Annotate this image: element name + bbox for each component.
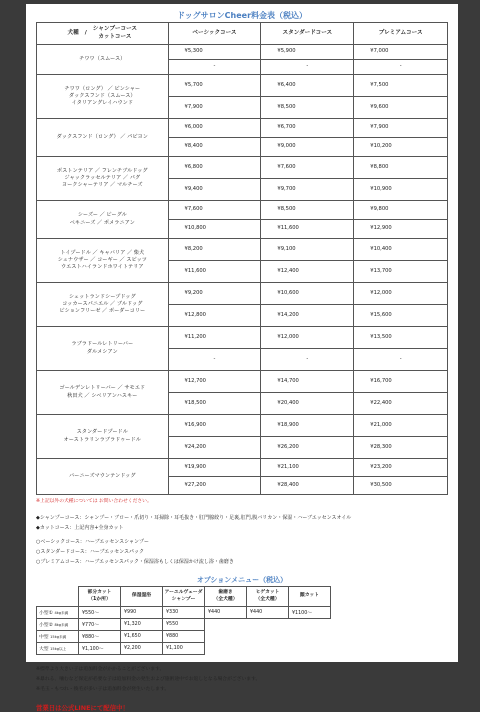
price-cell: ¥16,700	[354, 371, 448, 393]
option-empty-cell	[205, 619, 247, 631]
cut-course-label: カットコース	[98, 33, 132, 40]
option-header: 歯磨き （全犬種）	[205, 587, 247, 607]
option-row	[37, 631, 331, 643]
option-empty-cell	[289, 631, 331, 643]
size-weight: 4kg未満	[54, 611, 69, 615]
price-cell: -	[354, 60, 448, 75]
price-cell: ¥5,900	[261, 45, 354, 60]
course-description-line: ○ベーシックコース：ハーブエッセンスシャンプー	[36, 539, 149, 545]
price-cell: ¥9,600	[354, 97, 448, 119]
price-cell: ¥8,500	[261, 201, 354, 220]
price-cell: -	[168, 60, 261, 75]
price-cell: ¥7,900	[168, 97, 261, 119]
option-price-cell: ¥440	[247, 607, 289, 619]
option-empty-cell	[247, 619, 289, 631]
course-description-line: ◆カットコース：上記内容+全身カット	[36, 525, 124, 531]
option-corner	[37, 587, 79, 607]
size-weight: 8kg未満	[54, 623, 69, 627]
price-cell: ¥18,500	[168, 393, 261, 415]
breed-name: ジャックラッセルテリア ／ パグ	[64, 174, 141, 181]
breed-name: ダルメシアン	[86, 348, 118, 355]
option-header: 顔カット	[289, 587, 331, 607]
breed-name: トイプードル ／ キャバリア ／ 柴犬	[60, 249, 145, 256]
basic-course-header: ベーシックコース	[168, 23, 261, 45]
breed-name: イタリアングレイハウンド	[71, 100, 134, 106]
other-breeds-note: ※上記以外の犬種については お問い合わせください。	[36, 499, 152, 504]
price-cell: ¥20,400	[261, 393, 354, 415]
price-cell: ¥24,200	[168, 437, 261, 459]
price-row	[37, 45, 448, 60]
option-row	[37, 619, 331, 631]
option-empty-cell	[289, 643, 331, 655]
price-row	[37, 459, 448, 477]
price-row	[37, 371, 448, 393]
price-row	[37, 415, 448, 437]
price-table	[36, 22, 448, 495]
option-menu-title: オプションメニュー（税込）	[196, 576, 288, 584]
price-cell: ¥27,200	[168, 477, 261, 495]
breed-name: 秋田犬 ／ シベリアンハスキー	[67, 392, 138, 399]
price-cell: ¥11,200	[168, 327, 261, 349]
breed-cell	[37, 327, 169, 371]
page-title: ドッグサロンCheer料金表（税込）	[176, 11, 308, 20]
size-name: 中型	[39, 635, 49, 640]
option-header: 部分カット （1か所）	[79, 587, 121, 607]
price-cell: -	[261, 349, 354, 371]
price-cell: ¥5,300	[168, 45, 261, 60]
size-name: 大型	[39, 647, 49, 652]
course-description-line: ○スタンダードコース：ハーブエッセンスパック	[36, 549, 144, 555]
breed-name: ラブラドールレトリーバー	[71, 341, 134, 348]
price-cell: ¥5,700	[168, 75, 261, 97]
breed-name: ヨークシャーテリア ／ マルチーズ	[61, 182, 143, 188]
breed-cell	[37, 45, 169, 75]
standard-course-header: スタンダードコース	[261, 23, 354, 45]
price-row	[37, 75, 448, 97]
option-price-cell: ¥330	[163, 607, 205, 619]
premium-course-header: プレミアムコース	[354, 23, 448, 45]
price-cell: ¥8,500	[261, 97, 354, 119]
price-row	[37, 239, 448, 261]
price-row	[37, 327, 448, 349]
option-price-cell: ¥1100～	[289, 607, 331, 619]
price-cell: ¥6,000	[168, 119, 261, 138]
breed-cell	[37, 239, 169, 283]
option-price-cell: ¥550～	[79, 607, 121, 619]
price-cell: ¥28,300	[354, 437, 448, 459]
slash: /	[84, 29, 87, 36]
price-cell: -	[354, 349, 448, 371]
price-cell: ¥9,700	[261, 179, 354, 201]
breed-name: ビションフリーゼ ／ ボーダーコリー	[59, 308, 146, 314]
option-price-cell: ¥880	[163, 631, 205, 643]
option-row	[37, 607, 331, 619]
price-sheet	[26, 4, 458, 712]
breed-name: チワワ（ロング） ／ ピンシャー	[64, 85, 141, 92]
price-cell: ¥12,000	[261, 327, 354, 349]
price-cell: ¥15,600	[354, 305, 448, 327]
option-price-cell: ¥1,320	[121, 619, 163, 631]
option-header: 保湿湿浴	[121, 587, 163, 607]
option-price-cell: ¥1,650	[121, 631, 163, 643]
price-cell: ¥12,000	[354, 283, 448, 305]
price-cell: ¥11,600	[261, 220, 354, 239]
breed-cell	[37, 157, 169, 201]
breed-cell	[37, 371, 169, 415]
footnotes	[36, 665, 448, 695]
breed-name: コッカースパニエル ／ ブルドッグ	[62, 300, 143, 307]
course-descriptions	[36, 513, 448, 567]
price-cell: ¥16,900	[168, 415, 261, 437]
price-cell: ¥21,000	[354, 415, 448, 437]
breed-cell	[37, 415, 169, 459]
price-cell: ¥14,700	[261, 371, 354, 393]
course-description-line: ○プレミアムコース：ハーブエッセンスパック・保湿浴もしくは保湿かけ流し浴・歯磨き	[36, 559, 234, 565]
price-cell: ¥6,700	[261, 119, 354, 138]
price-cell: ¥10,400	[354, 239, 448, 261]
price-cell: ¥7,600	[261, 157, 354, 179]
size-weight: 15kg以上	[50, 647, 67, 651]
size-cell	[37, 631, 79, 643]
breed-name: バーニーズマウンテンドッグ	[68, 472, 136, 479]
option-price-cell: ¥1,100	[163, 643, 205, 655]
size-cell	[37, 607, 79, 619]
price-cell: ¥9,200	[168, 283, 261, 305]
breed-cell	[37, 119, 169, 157]
breed-name: ウエストハイランドホワイトテリア	[60, 264, 144, 270]
breed-cell	[37, 201, 169, 239]
breed-name: ゴールデンレトリーバー ／ サモエド	[59, 385, 146, 392]
footnote-line: ※毛玉・もつれ・換毛が多い子は追加料金が発生いたします。	[36, 687, 170, 692]
business-days-note: 営業日は公式LINEにて配信中！	[36, 704, 129, 712]
size-cell	[37, 619, 79, 631]
price-cell: ¥22,400	[354, 393, 448, 415]
price-cell: ¥9,400	[168, 179, 261, 201]
price-row	[37, 119, 448, 138]
option-price-cell: ¥880～	[79, 631, 121, 643]
price-row	[37, 157, 448, 179]
option-empty-cell	[289, 619, 331, 631]
option-table	[36, 586, 331, 655]
price-row	[37, 283, 448, 305]
breed-name: スタンダードプードル	[76, 429, 128, 436]
price-cell: ¥7,900	[354, 119, 448, 138]
shampoo-course-label: シャンプーコース	[92, 25, 137, 32]
price-cell: ¥12,800	[168, 305, 261, 327]
option-empty-cell	[247, 631, 289, 643]
breed-name: ダックスフンド（ロング） ／ パピヨン	[56, 133, 148, 140]
breed-name: ダックスフンド（スムース）	[68, 92, 136, 99]
breed-cell	[37, 75, 169, 119]
price-cell: ¥10,600	[261, 283, 354, 305]
price-cell: ¥10,800	[168, 220, 261, 239]
size-name: 小型①	[39, 611, 53, 616]
price-cell: ¥9,000	[261, 138, 354, 157]
option-header: アーユルヴェーダ シャンプー	[163, 587, 205, 607]
option-price-cell: ¥1,100～	[79, 643, 121, 655]
price-cell: ¥12,700	[168, 371, 261, 393]
price-cell: ¥12,900	[354, 220, 448, 239]
price-cell: ¥9,100	[261, 239, 354, 261]
price-cell: ¥10,900	[354, 179, 448, 201]
price-cell: -	[168, 349, 261, 371]
breed-name: シュナウザー ／ コーギー ／ スピッツ	[57, 256, 147, 263]
price-cell: ¥28,400	[261, 477, 354, 495]
price-cell: ¥21,100	[261, 459, 354, 477]
option-header: ヒゲカット （全犬種）	[247, 587, 289, 607]
price-cell: ¥8,800	[354, 157, 448, 179]
price-cell: ¥8,200	[168, 239, 261, 261]
breed-name: シーズー ／ ビーグル	[77, 212, 127, 219]
price-cell: ¥23,200	[354, 459, 448, 477]
breed-name: ペキニーズ ／ ポメラニアン	[69, 219, 135, 226]
option-price-cell: ¥770～	[79, 619, 121, 631]
price-cell: ¥11,600	[168, 261, 261, 283]
size-name: 小型②	[39, 623, 53, 628]
price-row	[37, 201, 448, 220]
footnote-line: ※暴れる、噛むなど保定が必要な子は追加料金の発生および施術途中でお返しとなる場合がございます。	[36, 677, 261, 682]
breed-cell	[37, 459, 169, 495]
size-cell	[37, 643, 79, 655]
price-cell: ¥10,200	[354, 138, 448, 157]
course-description-line: ◆シャンプーコース：シャンプー・ブロー・爪切り・耳掃除・耳毛抜き・肛門腺絞り・足裏,肛門,腹バリカン・保湿・ハーブエッセンスオイル	[36, 515, 352, 521]
price-cell: -	[261, 60, 354, 75]
price-cell: ¥18,900	[261, 415, 354, 437]
price-cell: ¥8,400	[168, 138, 261, 157]
price-table-header	[37, 23, 448, 45]
option-price-cell: ¥440	[205, 607, 247, 619]
breed-name: チワワ（スムース）	[79, 55, 126, 62]
option-price-cell: ¥990	[121, 607, 163, 619]
breed-name: オーストラリンラブラドゥードル	[63, 436, 141, 443]
price-cell: ¥7,000	[354, 45, 448, 60]
price-cell: ¥6,800	[168, 157, 261, 179]
price-cell: ¥26,200	[261, 437, 354, 459]
price-cell: ¥9,800	[354, 201, 448, 220]
price-cell: ¥6,400	[261, 75, 354, 97]
breed-label: 犬種	[67, 29, 79, 36]
price-cell: ¥7,600	[168, 201, 261, 220]
option-empty-cell	[205, 643, 247, 655]
breed-course-header	[37, 23, 169, 45]
option-empty-cell	[247, 643, 289, 655]
price-cell: ¥13,500	[354, 327, 448, 349]
price-cell: ¥13,700	[354, 261, 448, 283]
size-weight: 15kg未満	[50, 635, 67, 639]
breed-cell	[37, 283, 169, 327]
option-empty-cell	[205, 631, 247, 643]
breed-name: シェットランドシープドッグ	[68, 293, 136, 300]
price-cell: ¥12,400	[261, 261, 354, 283]
price-cell: ¥14,200	[261, 305, 354, 327]
price-cell: ¥7,500	[354, 75, 448, 97]
option-price-cell: ¥2,200	[121, 643, 163, 655]
option-row	[37, 643, 331, 655]
price-cell: ¥19,900	[168, 459, 261, 477]
price-cell: ¥30,500	[354, 477, 448, 495]
breed-name: ボストンテリア ／ フレンチブルドッグ	[56, 167, 148, 174]
option-price-cell: ¥550	[163, 619, 205, 631]
footnote-line: ※標準より大きい子は追加料金がかかることがございます。	[36, 667, 165, 672]
